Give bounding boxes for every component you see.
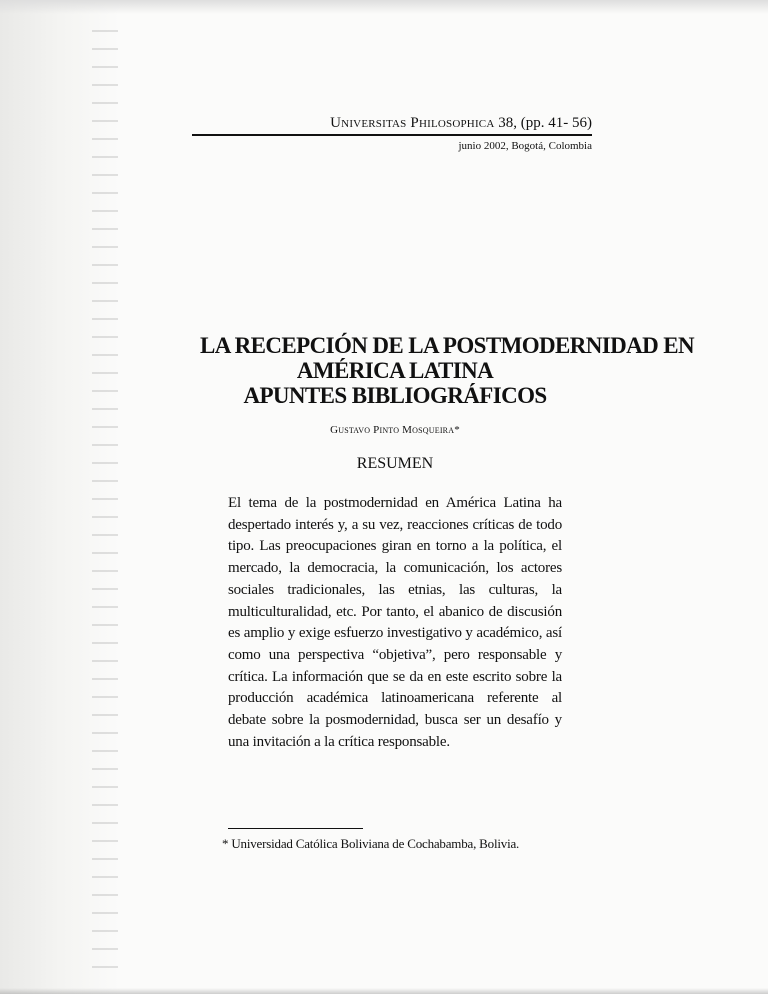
footnote: * Universidad Católica Boliviana de Cochabamba, Bolivia. <box>222 836 520 851</box>
journal-date-place: junio 2002, Bogotá, Colombia <box>458 140 592 152</box>
top-edge-shadow <box>0 0 768 14</box>
journal-header <box>330 115 592 132</box>
journal-issue: 38, (pp. 41- 56) <box>498 115 592 131</box>
journal-name: Universitas Philosophica <box>330 115 495 131</box>
article-title <box>200 333 695 408</box>
title-line: APUNTES BIBLIOGRÁFICOS <box>243 383 547 408</box>
footnote-rule <box>228 828 363 829</box>
title-line: AMÉRICA LATINA <box>296 358 494 383</box>
title-line: LA RECEPCIÓN DE LA POSTMODERNIDAD EN <box>200 333 695 358</box>
header-rule <box>192 134 592 136</box>
author-name: Gustavo Pinto Mosqueira* <box>330 424 460 436</box>
binding-marks <box>92 30 118 970</box>
abstract-heading: RESUMEN <box>356 455 434 472</box>
bottom-edge-shadow <box>0 988 768 994</box>
abstract-text: El tema de la postmodernidad en América Latina ha despertado interés y, a su vez, reacciones críticas de todo tipo. Las preocupaciones giran en torno a la política, el mercado, la democracia, la comunicación, los actores sociales tradicionales, las etnias, las culturas, la multiculturalidad, etc. Por tanto, el abanico de discusión es amplio y exige esfuerzo investigativo y académico, así como una perspectiva “objetiva”, pero responsable y crítica. La información que se da en este escrito sobre la producción académica latinoamericana referente al debate sobre la posmodernidad, busca ser un desafío y una invitación a la crítica responsable. <box>228 495 562 750</box>
